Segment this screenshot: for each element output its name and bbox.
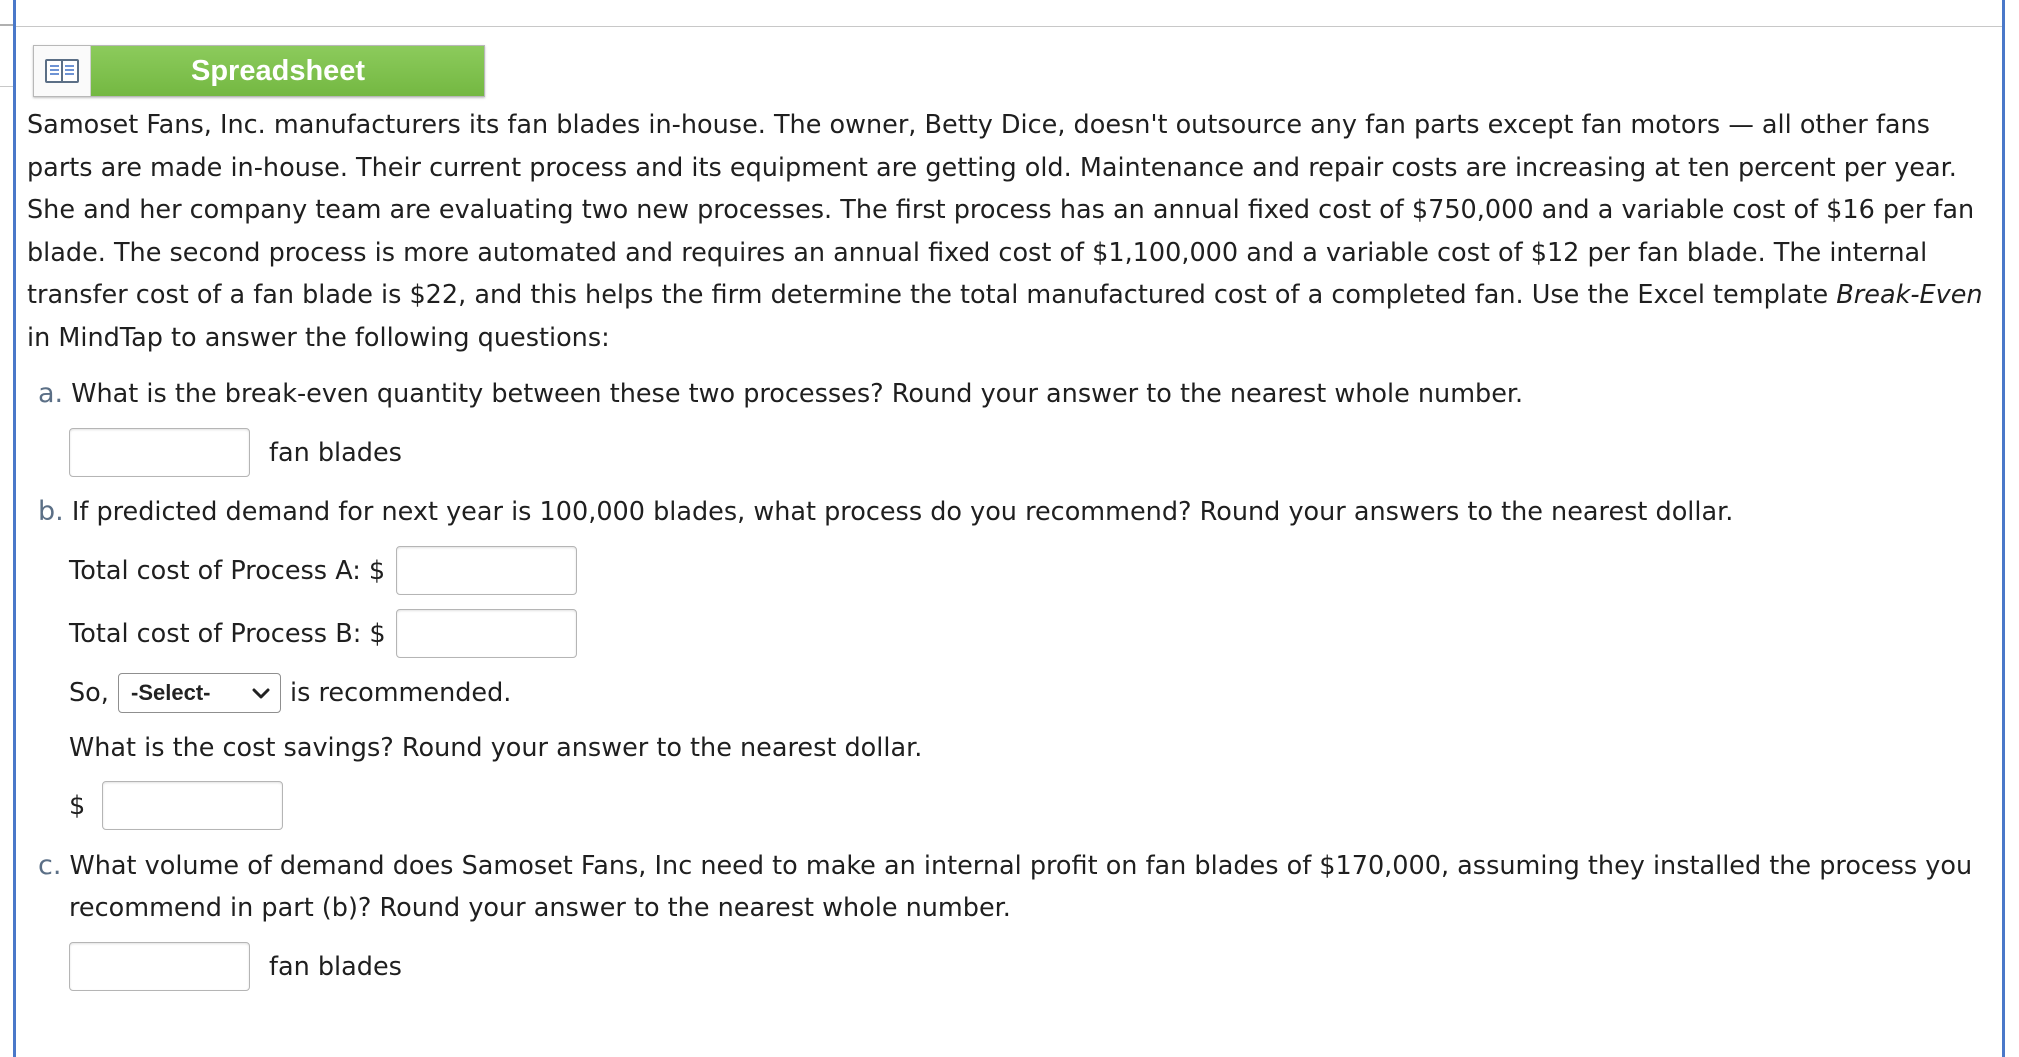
part-a-unit: fan blades — [269, 438, 402, 468]
process-select[interactable] — [118, 673, 281, 713]
process-b-cost-input[interactable] — [396, 609, 577, 658]
cost-savings-input[interactable] — [102, 781, 283, 830]
problem-text-1: Samoset Fans, Inc. manufacturers its fan blades in-house. The owner, Betty Dice, doesn't outsource any fan parts except fan motors — all other fans parts are made in-house. Their current process and its equipment are getting old. Maintenance and repair costs are increasing at ten percent per year. She and her company team are evaluating two new processes. The first process has an annual fixed cost of $750,000 and a variable cost of $16 per fan blade. The second process is more automated and requires an annual fixed cost of $1,100,000 and a variable cost of $12 per fan blade. The internal transfer cost of a fan blade is $22, and this helps the firm determine the total manufactured cost of a completed fan. Use the Excel template — [27, 110, 1975, 310]
part-a-letter: a. — [38, 378, 64, 409]
savings-question: What is the cost savings? Round your answer to the nearest dollar. — [69, 733, 923, 763]
part-c-text-1: What volume of demand does Samoset Fans, Inc need to make an internal profit on fan blades of $170,000, assuming they installed the process you — [69, 851, 1973, 881]
part-b-text: If predicted demand for next year is 100,000 blades, what process do you recommend? Round your answers to the nearest dollar. — [71, 497, 1734, 527]
problem-text-2: in MindTap to answer the following questions: — [27, 322, 610, 353]
left-gutter-tick — [0, 24, 13, 26]
chevron-down-icon — [250, 682, 272, 704]
process-select-value: -Select- — [131, 680, 211, 705]
so-label: So, — [69, 678, 109, 708]
process-a-label: Total cost of Process A: $ — [69, 556, 386, 586]
part-b-letter: b. — [38, 496, 64, 527]
break-even-quantity-input[interactable] — [69, 428, 250, 477]
part-c-unit: fan blades — [269, 952, 402, 982]
frame-top-divider — [16, 26, 2002, 27]
problem-statement — [27, 104, 2002, 359]
savings-dollar-sign: $ — [69, 791, 86, 821]
part-c-text-2: recommend in part (b)? Round your answer to the nearest whole number. — [69, 893, 1011, 923]
part-a-question — [38, 373, 1523, 416]
left-gutter-line — [0, 86, 13, 87]
process-b-label: Total cost of Process B: $ — [69, 619, 386, 649]
process-a-cost-input[interactable] — [396, 546, 577, 595]
profit-volume-input[interactable] — [69, 942, 250, 991]
part-b-question — [38, 491, 1733, 534]
part-c-question-line2 — [69, 887, 1011, 930]
part-c-letter: c. — [38, 850, 62, 881]
part-a-text: What is the break-even quantity between these two processes? Round your answer to the nearest whole number. — [71, 379, 1524, 409]
spreadsheet-label[interactable]: Spreadsheet — [91, 46, 484, 96]
part-c-question-line1 — [38, 845, 1972, 888]
template-name: Break-Even — [1836, 280, 1983, 310]
book-icon — [34, 46, 91, 96]
recommended-label: is recommended. — [290, 678, 512, 708]
spreadsheet-button[interactable] — [33, 45, 485, 97]
